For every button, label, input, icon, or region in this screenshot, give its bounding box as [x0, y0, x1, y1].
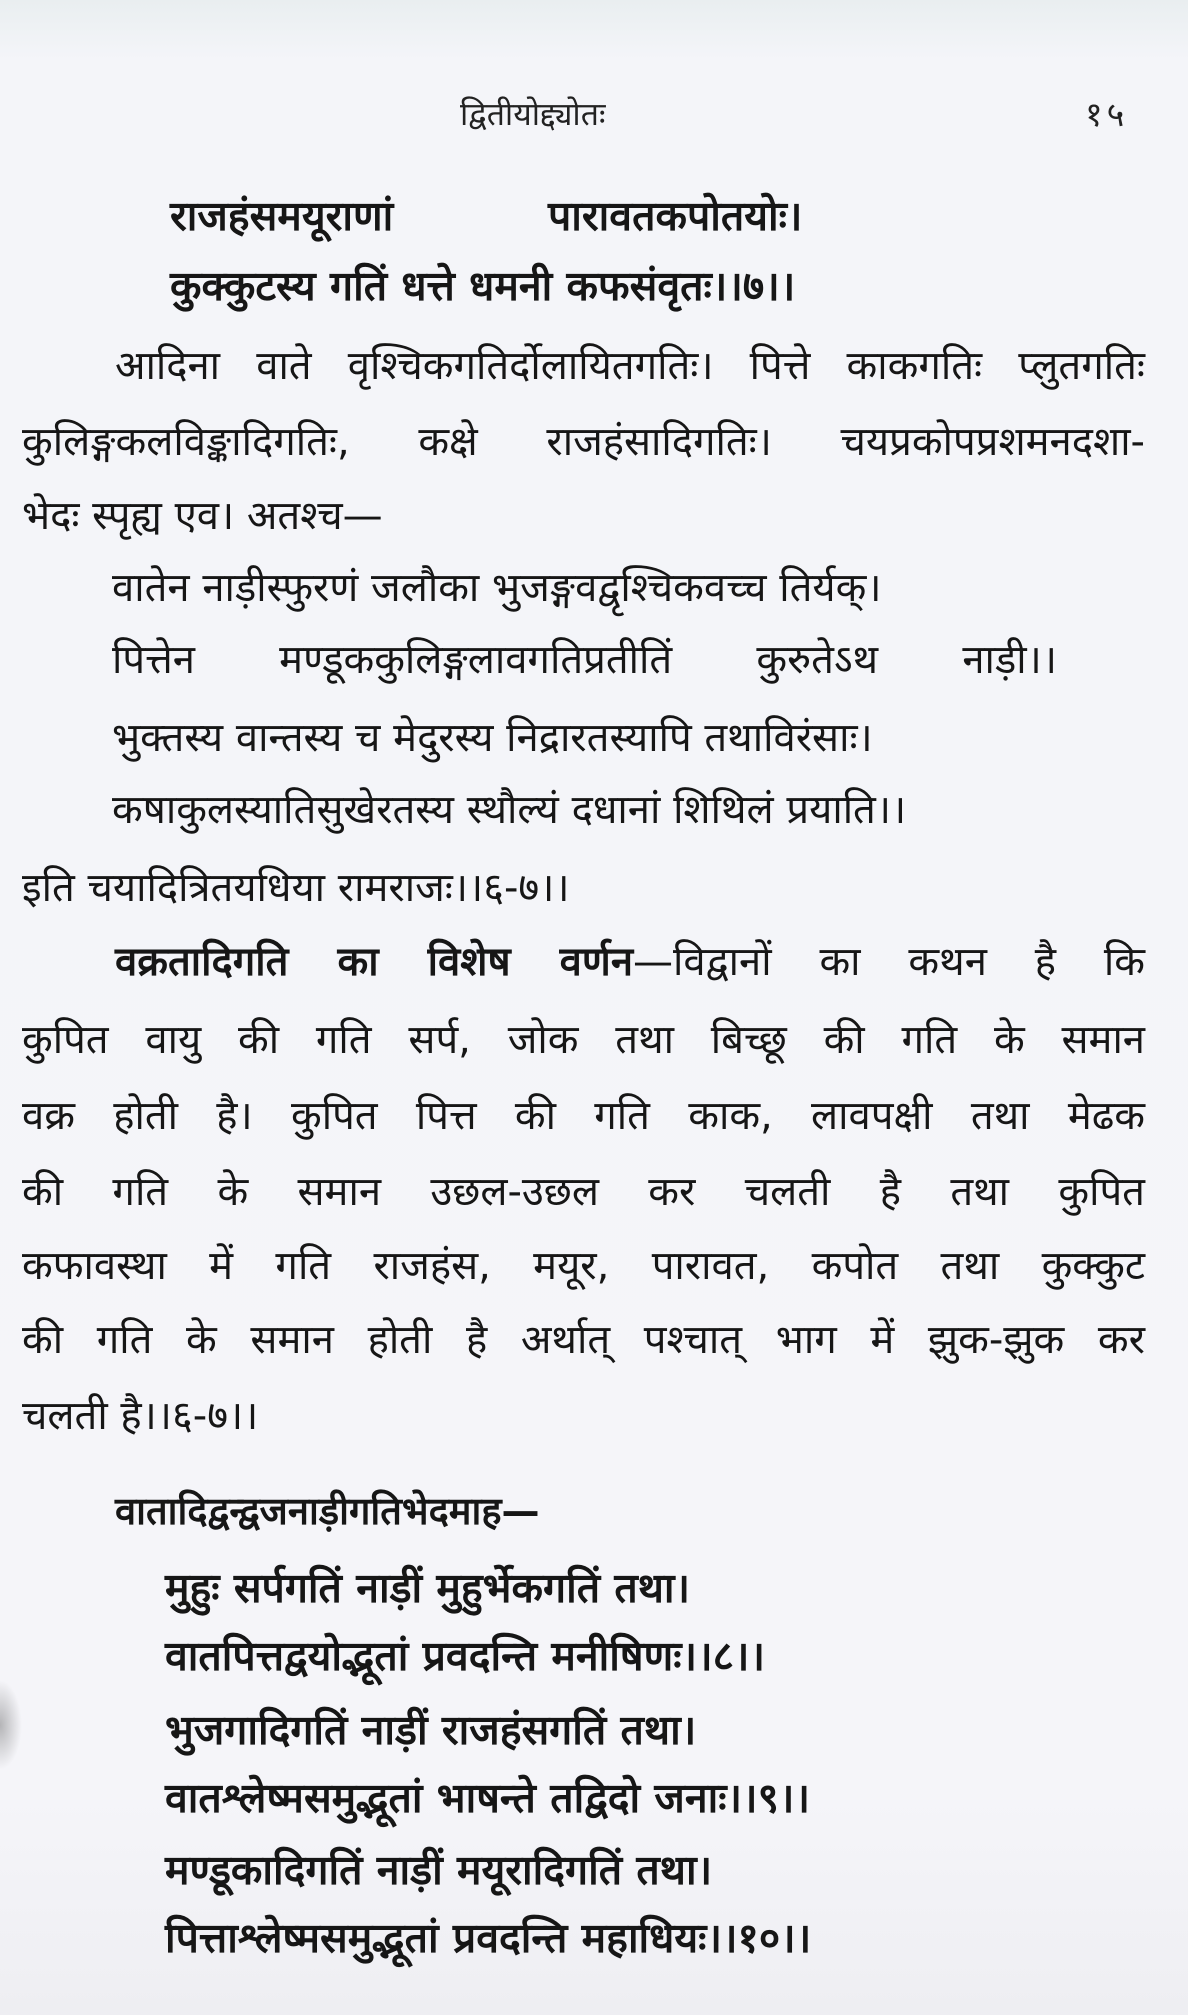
hindi-line-7: चलती है।।६-७।। [22, 1393, 259, 1439]
running-header: द्वितीयोद्द्योतः [460, 95, 606, 133]
hindi-line-4: की गति के समान उछल-उछल कर चलती है तथा कुपित [22, 1169, 1145, 1215]
hindi-line-1 [115, 939, 1145, 985]
hindi-section-heading: वक्रतादिगति का विशेष वर्णन [115, 939, 634, 985]
section-heading: वातादिद्वन्द्वजनाड़ीगतिभेदमाह— [115, 1489, 540, 1533]
hindi-line-3: वक्र होती है। कुपित पित्त की गति काक, लावपक्षी तथा मेढक [22, 1093, 1145, 1139]
hindi-line-2: कुपित वायु की गति सर्प, जोक तथा बिच्छू की गति के समान [22, 1017, 1145, 1063]
hindi-line-6: की गति के समान होती है अर्थात् पश्चात् भाग में झुक-झुक कर [22, 1317, 1145, 1363]
quoted-verse-line-4: कषाकुलस्यातिसुखेरतस्य स्थौल्यं दधानां शिथिलं प्रयाति।। [112, 787, 907, 833]
hindi-line-1-text: —विद्वानों का कथन है कि [633, 939, 1145, 985]
verse-9-line-2: वातश्लेष्मसमुद्भूतां भाषन्ते तद्विदो जनाः।।९।। [165, 1774, 810, 1822]
commentary-line-1: आदिना वाते वृश्चिकगतिर्दोलायितगतिः। पित्ते काकगतिः प्लुतगतिः [115, 343, 1145, 389]
verse-7-line-1a: राजहंसमयूराणां [170, 192, 394, 240]
quoted-verse-line-2: पित्तेन मण्डूककुलिङ्गलावगतिप्रतीतिं कुरुतेऽथ नाड़ी।। [112, 637, 1057, 683]
commentary-line-2: कुलिङ्गकलविङ्कादिगतिः, कक्षे राजहंसादिगतिः। चयप्रकोपप्रशमनदशा- [22, 419, 1145, 465]
verse-10-line-2: पित्ताश्लेष्मसमुद्भूतां प्रवदन्ति महाधियः।।१०।। [165, 1914, 812, 1962]
verse-7-line-1b: पारावतकपोतयोः। [548, 192, 803, 240]
verse-8-line-1: मुहुः सर्पगतिं नाड़ीं मुहुर्भेकगतिं तथा। [165, 1564, 691, 1612]
commentary-line-3: भेदः स्पृह्य एव। अतश्च— [22, 493, 383, 539]
page-number: १५ [1085, 95, 1129, 135]
hindi-line-5: कफावस्था में गति राजहंस, मयूर, पारावत, कपोत तथा कुक्कुट [22, 1243, 1145, 1289]
quoted-verse-line-3: भुक्तस्य वान्तस्य च मेदुरस्य निद्रारतस्यापि तथाविरंसाः। [112, 715, 873, 761]
quoted-verse-line-1: वातेन नाड़ीस्फुरणं जलौका भुजङ्गवद्वृश्चिकवच्च तिर्यक्। [112, 565, 882, 611]
attribution-line: इति चयादित्रितयधिया रामराजः।।६-७।। [22, 865, 570, 911]
verse-7-line-2: कुक्कुटस्य गतिं धत्ते धमनी कफसंवृतः।।७।। [170, 262, 796, 310]
verse-9-line-1: भुजगादिगतिं नाड़ीं राजहंसगतिं तथा। [165, 1706, 697, 1754]
scan-smudge [0, 1680, 22, 1770]
verse-10-line-1: मण्डूकादिगतिं नाड़ीं मयूरादिगतिं तथा। [165, 1846, 713, 1894]
verse-8-line-2: वातपित्तद्वयोद्भूतां प्रवदन्ति मनीषिणः।।८।। [165, 1632, 766, 1680]
